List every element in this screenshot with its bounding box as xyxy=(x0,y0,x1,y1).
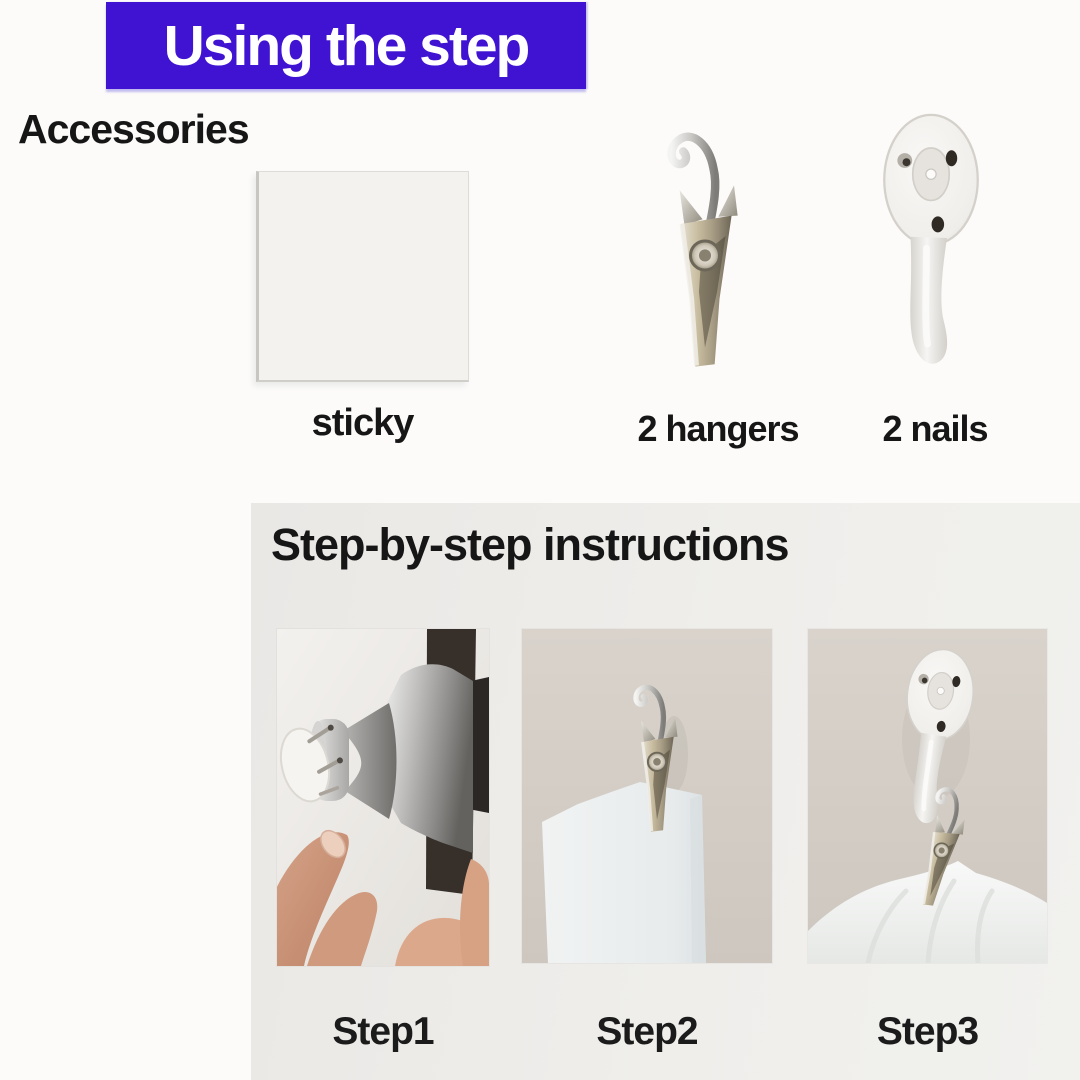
hangers-item-label: 2 hangers xyxy=(637,408,799,449)
step3-label: Step3 xyxy=(876,1010,979,1053)
step2-photo-clip-holding-paper xyxy=(522,629,772,963)
instructions-title: Step-by-step instructions xyxy=(271,519,789,570)
sticky-item-label: sticky xyxy=(311,402,414,444)
hanger-clip-icon xyxy=(643,108,767,386)
hook-clip-curtain-illustration xyxy=(808,629,1047,963)
wall-nail-hook-icon xyxy=(874,108,988,384)
accessories-section-label: Accessories xyxy=(18,106,249,152)
step2-label: Step2 xyxy=(596,1010,698,1053)
instructions-panel xyxy=(251,503,1080,1080)
step3-photo-hook-clip-curtain xyxy=(808,629,1047,963)
clip-paper-illustration xyxy=(522,629,772,963)
step1-photo-hammering-nail xyxy=(277,629,489,966)
nails-item-label: 2 nails xyxy=(882,408,988,449)
step1-label: Step1 xyxy=(332,1010,434,1053)
title-banner xyxy=(106,2,586,89)
page-title: Using the step xyxy=(163,13,529,78)
hammer-nail-illustration xyxy=(277,629,489,966)
sticky-pad-icon xyxy=(256,171,469,382)
